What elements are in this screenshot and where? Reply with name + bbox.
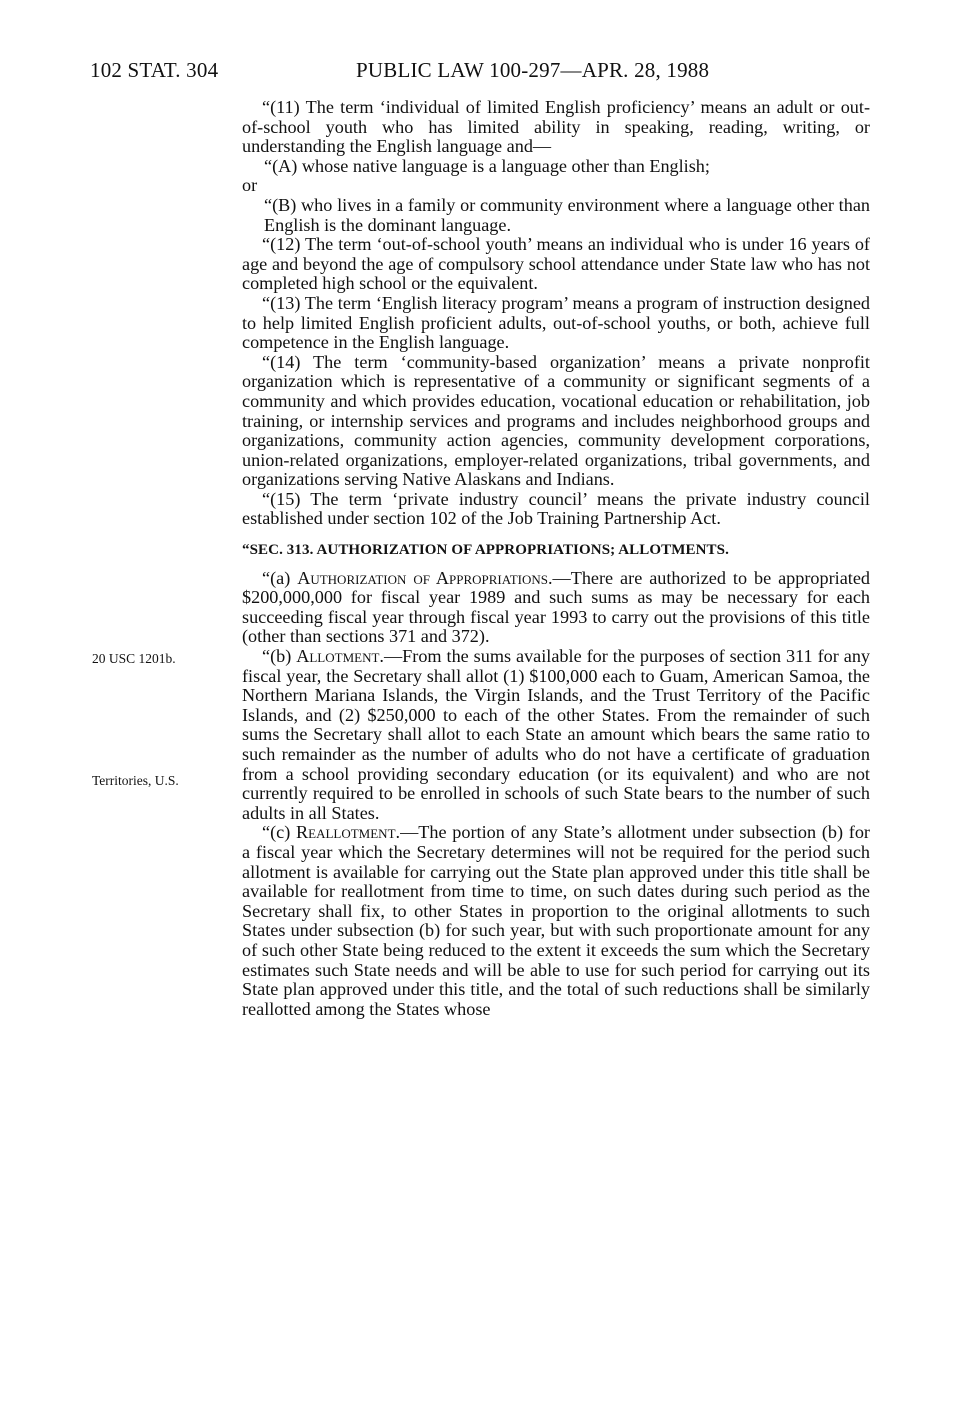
subsection-b xyxy=(242,647,870,823)
definition-11-b: “(B) who lives in a family or community environment where a language other than English is the dominant language. xyxy=(264,194,870,235)
subsection-c xyxy=(242,823,870,1019)
definition-15: “(15) The term ‘private industry council’ means the private industry council established under section 102 of the Job Training Partnership Act. xyxy=(242,488,870,529)
subsection-a-label: “(a) xyxy=(262,567,298,588)
definition-11: “(11) The term ‘individual of limited English proficiency’ means an adult or out-of-school youth who has limited ability in speaking, reading, writing, or understanding the English language and— xyxy=(242,97,870,157)
document-body xyxy=(242,98,870,1019)
subsection-c-text: —The portion of any State’s allotment under subsection (b) for a fiscal year which the Secretary determines will not be required for the period such allotment is available for carrying out the State plan approved under this title shall be available for reallotment from time to time, on such dates during such period as the Secretary shall fix, to other States in proportion to the original allotments to such States under subsection (b) for such year, but with such proportionate amount for any of such other State being reduced to the extent it exceeds the sum which the Secretary estimates such State needs and will be able to use for such period for carrying out its State plan approved under this title, and the total of such reductions shall be similarly reallotted among the States whose xyxy=(242,822,870,1019)
subsection-a-text: —There are authorized to be appropriated $200,000,000 for fiscal year 1989 and such sums as may be necessary for each succeeding fiscal year through fiscal year 1993 to carry out the provisions of this title (other than sections 371 and 372). xyxy=(242,567,870,647)
subsection-b-text: —From the sums available for the purposes of section 311 for any fiscal year, the Secretary shall allot (1) $100,000 each to Guam, American Samoa, the Northern Mariana Islands, the Virgin Islands, and the Trust Territory of the Pacific Islands, and (2) $250,000 to each of the other States. From the remainder of such sums the Secretary shall allot to each State an amount which bears the same ratio to such remainder as the number of adults who do not have a certificate of graduation from a school providing secondary education (or its equivalent) and who are not currently required to be enrolled in schools of such State bears to the number of such adults in all States. xyxy=(242,646,871,823)
subsection-b-label: “(b) xyxy=(262,646,297,667)
definition-13: “(13) The term ‘English literacy program’ means a program of instruction designed to help limited English proficient adults, out-of-school youths, or both, achieve full competence in the English language. xyxy=(242,292,870,353)
definition-11-or: or xyxy=(242,175,258,196)
subsection-a xyxy=(242,569,870,647)
definition-12: “(12) The term ‘out-of-school youth’ means an individual who is under 16 years of age and beyond the age of compulsory school attendance under State law who has not completed high school or the equivalent. xyxy=(242,234,870,294)
definition-14: “(14) The term ‘community-based organization’ means a private nonprofit organization which is representative of a community or significant segments of a community and which provides education, vocational education or rehabilitation, job training, or internship services and programs and includes neighborhood groups and organizations, community action agencies, community development corporations, union-related organizations, employer-related organizations, tribal governments, and organizations serving Native Alaskans and Indians. xyxy=(242,351,870,490)
stat-page-reference: 102 STAT. 304 xyxy=(90,58,219,82)
subsection-c-title: Reallotment. xyxy=(296,822,401,843)
definition-11-a: “(A) whose native language is a language other than English; xyxy=(264,155,710,176)
public-law-citation: PUBLIC LAW 100-297—APR. 28, 1988 xyxy=(356,58,710,82)
margin-note-usc: 20 USC 1201b. xyxy=(92,651,176,666)
margin-note-territories: Territories, U.S. xyxy=(92,773,179,788)
subsection-a-title: Authorization of Appropriations. xyxy=(297,567,553,588)
subsection-c-label: “(c) xyxy=(262,822,297,843)
subsection-b-title: Allotment. xyxy=(296,646,384,667)
page-header xyxy=(90,58,880,88)
section-313-heading: “SEC. 313. AUTHORIZATION OF APPROPRIATIONS; ALLOTMENTS. xyxy=(242,542,729,559)
